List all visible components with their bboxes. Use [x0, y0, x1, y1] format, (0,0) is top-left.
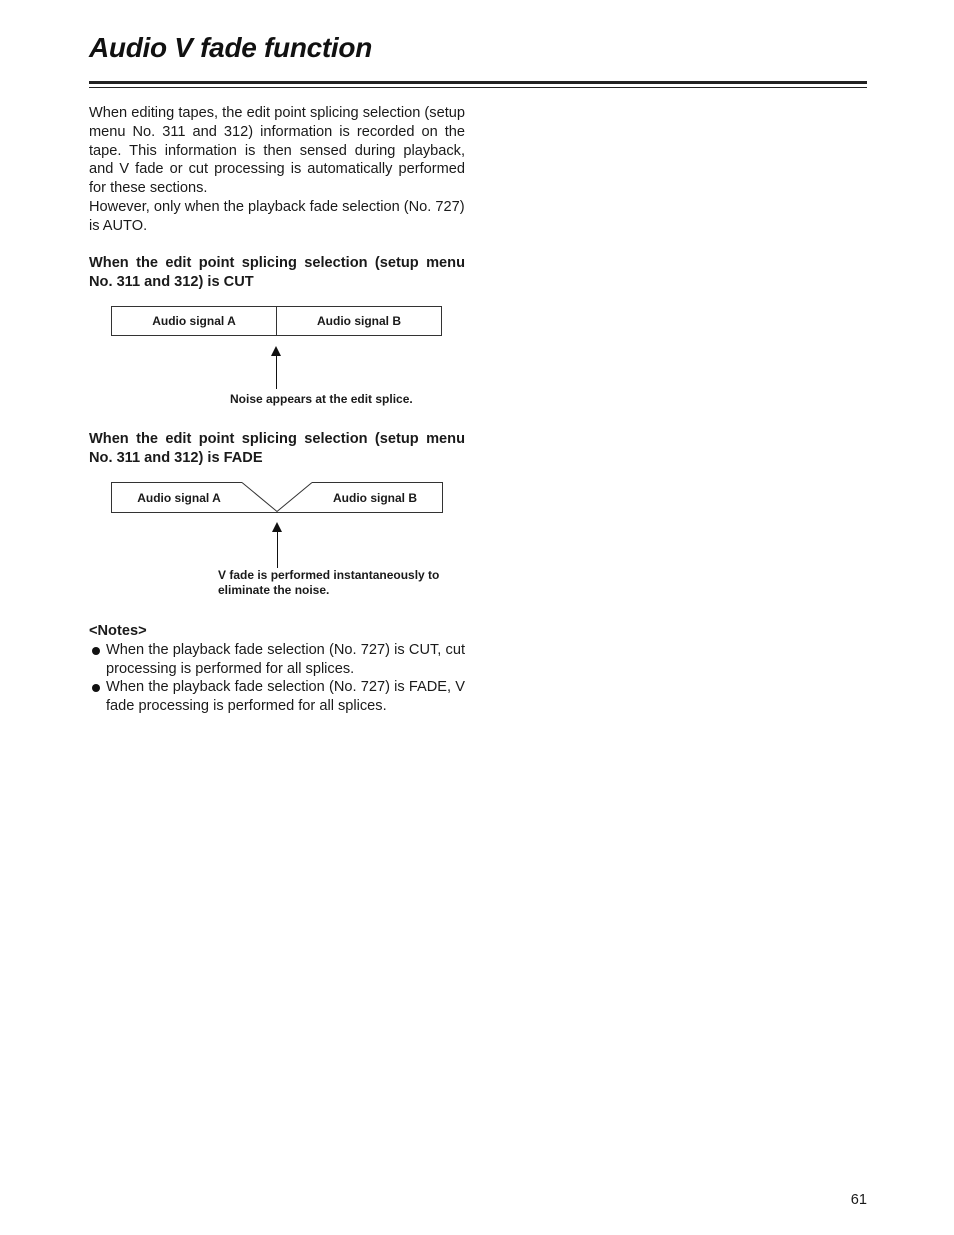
notes-title: <Notes>	[89, 623, 147, 639]
notes-section	[89, 622, 465, 716]
cut-signal-a: Audio signal A	[112, 307, 277, 335]
cut-signal-b: Audio signal B	[317, 314, 401, 328]
fade-diagram	[111, 482, 443, 513]
note-text: When the playback fade selection (No. 727) is CUT, cut processing is performed for all splices.	[106, 641, 465, 677]
title-rule-thin	[89, 87, 867, 88]
cut-caption: Noise appears at the edit splice.	[230, 392, 413, 406]
bullet-icon	[92, 647, 100, 655]
intro-paragraph: When editing tapes, the edit point splicing selection (setup menu No. 311 and 312) information is recorded on the tape. This information is then sensed during playback, and V fade or cut processing is automatically performed for these sections.	[89, 105, 465, 197]
fade-heading: When the edit point splicing selection (setup menu No. 311 and 312) is FADE	[89, 431, 465, 466]
note-item	[89, 641, 465, 679]
page-title: Audio V fade function	[89, 32, 373, 63]
fade-arrow-up-icon	[272, 522, 284, 568]
title-rule-thick	[89, 81, 867, 84]
bullet-icon	[92, 684, 100, 692]
intro-section	[89, 104, 465, 236]
note-item	[89, 678, 465, 716]
note-text: When the playback fade selection (No. 727) is FADE, V fade processing is performed for all splices.	[106, 679, 465, 715]
fade-signal-b: Audio signal B	[333, 490, 417, 505]
cut-diagram	[111, 306, 442, 336]
cut-arrow-up-icon	[271, 346, 283, 389]
intro-paragraph-condition: However, only when the playback fade selection (No. 727) is AUTO.	[89, 198, 465, 234]
fade-caption: V fade is performed instantaneously to eliminate the noise.	[218, 568, 440, 597]
cut-heading: When the edit point splicing selection (setup menu No. 311 and 312) is CUT	[89, 255, 465, 290]
notes-list	[89, 641, 465, 716]
fade-signal-a: Audio signal A	[137, 490, 221, 505]
page-number: 61	[850, 1192, 867, 1208]
